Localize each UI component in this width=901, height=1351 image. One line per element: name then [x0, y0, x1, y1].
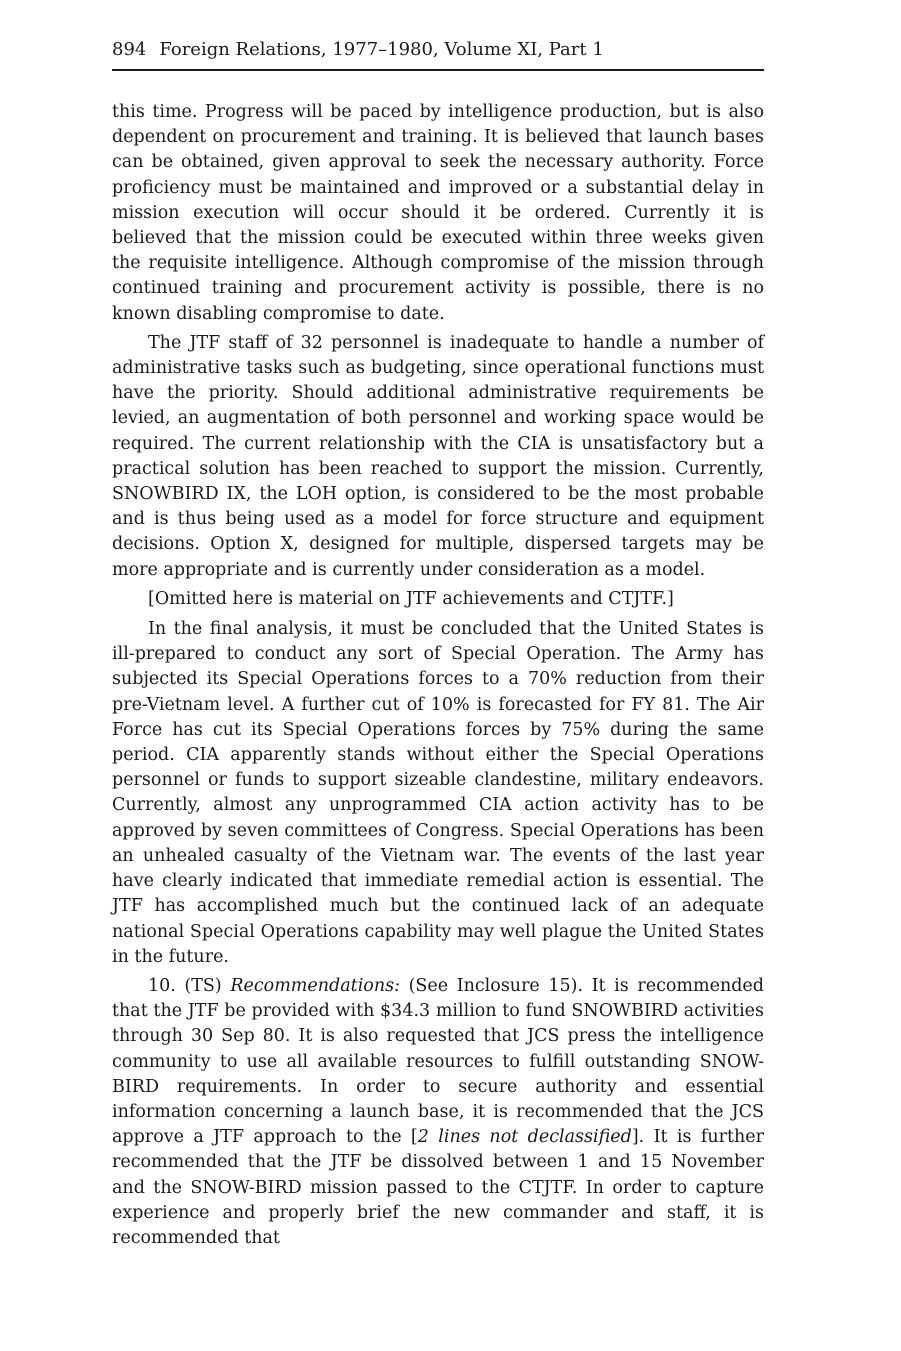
recommendations-text-b: ]. It is further recommended that the JTF be dissolved between 1 and 15 November and the SNOW-BIRD mission passed to the CTJTF. In order to capture experience and properly brief the new commander and staff, it is recommended that — [112, 1127, 764, 1248]
page-number: 894 — [112, 39, 147, 60]
editorial-note: [Omitted here is material on JTF achievements and CTJTF.] — [148, 588, 674, 609]
paragraph-continued: this time. Progress will be paced by intelligence production, but is also dependent on procurement and training. It is believed that launch bases can be obtained, given approval to seek the necessary authority. Force proficiency must be maintained and improved or a substantial delay in mission execution will occur should it be ordered. Currently it is believed that the mission could be executed within three weeks given the requisite intelligence. Although compromise of the mission through continued training and procurement activity is possible, there is no known disabling compromise to date. — [112, 102, 764, 324]
body-text — [112, 100, 764, 1255]
section-heading: Recommendations: — [230, 975, 400, 996]
paragraph-final-analysis: In the final analysis, it must be concluded that the United States is ill-prepared to conduct any sort of Special Operation. The Army has subjected its Special Operations forces to a 70% reduction from their pre-Vietnam level. A further cut of 10% is forecasted for FY 81. The Air Force has cut its Special Operations forces by 75% during the same period. CIA apparently stands without either the Special Operations personnel or funds to support sizeable clandestine, military endeavors. Currently, almost any unprogrammed CIA action activity has to be approved by seven committees of Congress. Special Operations has been an unhealed casualty of the Vietnam war. The events of the last year have clearly indicated that immediate remedial action is essential. The JTF has accomplished much but the continued lack of an adequate national Special Operations capability may well plague the United States in the future. — [112, 619, 764, 967]
recommendations-text-a: (See Inclosure 15). It is recommended that the JTF be provided with $34.3 million to fund SNOWBIRD activities through 30 Sep 80. It is also requested that JCS press the intelligence community to use all available resources to fulfill outstanding SNOW-BIRD requirements. In order to secure authority and essential information concerning a launch base, it is recommended that the JCS approve a JTF approach to the [ — [112, 975, 764, 1148]
section-number: 10. (TS) — [148, 975, 231, 996]
redaction-note: 2 lines not declassified — [417, 1127, 632, 1148]
running-title: Foreign Relations, 1977–1980, Volume XI, Part 1 — [159, 39, 604, 60]
paragraph-jtf-staff: The JTF staff of 32 personnel is inadequate to handle a number of administrative tasks such as budgeting, since operational functions must have the priority. Should additional administrative requirements be levied, an augmentation of both personnel and working space would be required. The current relationship with the CIA is unsatisfactory but a practical solution has been reached to support the mission. Currently, SNOWBIRD IX, the LOH option, is considered to be the most probable and is thus being used as a model for force structure and equipment decisions. Option X, designed for multiple, dispersed targets may be more appropriate and is currently under consideration as a model. — [112, 332, 764, 580]
header-rule — [112, 69, 764, 71]
running-head — [112, 38, 764, 62]
paragraph-recommendations — [112, 974, 764, 1251]
